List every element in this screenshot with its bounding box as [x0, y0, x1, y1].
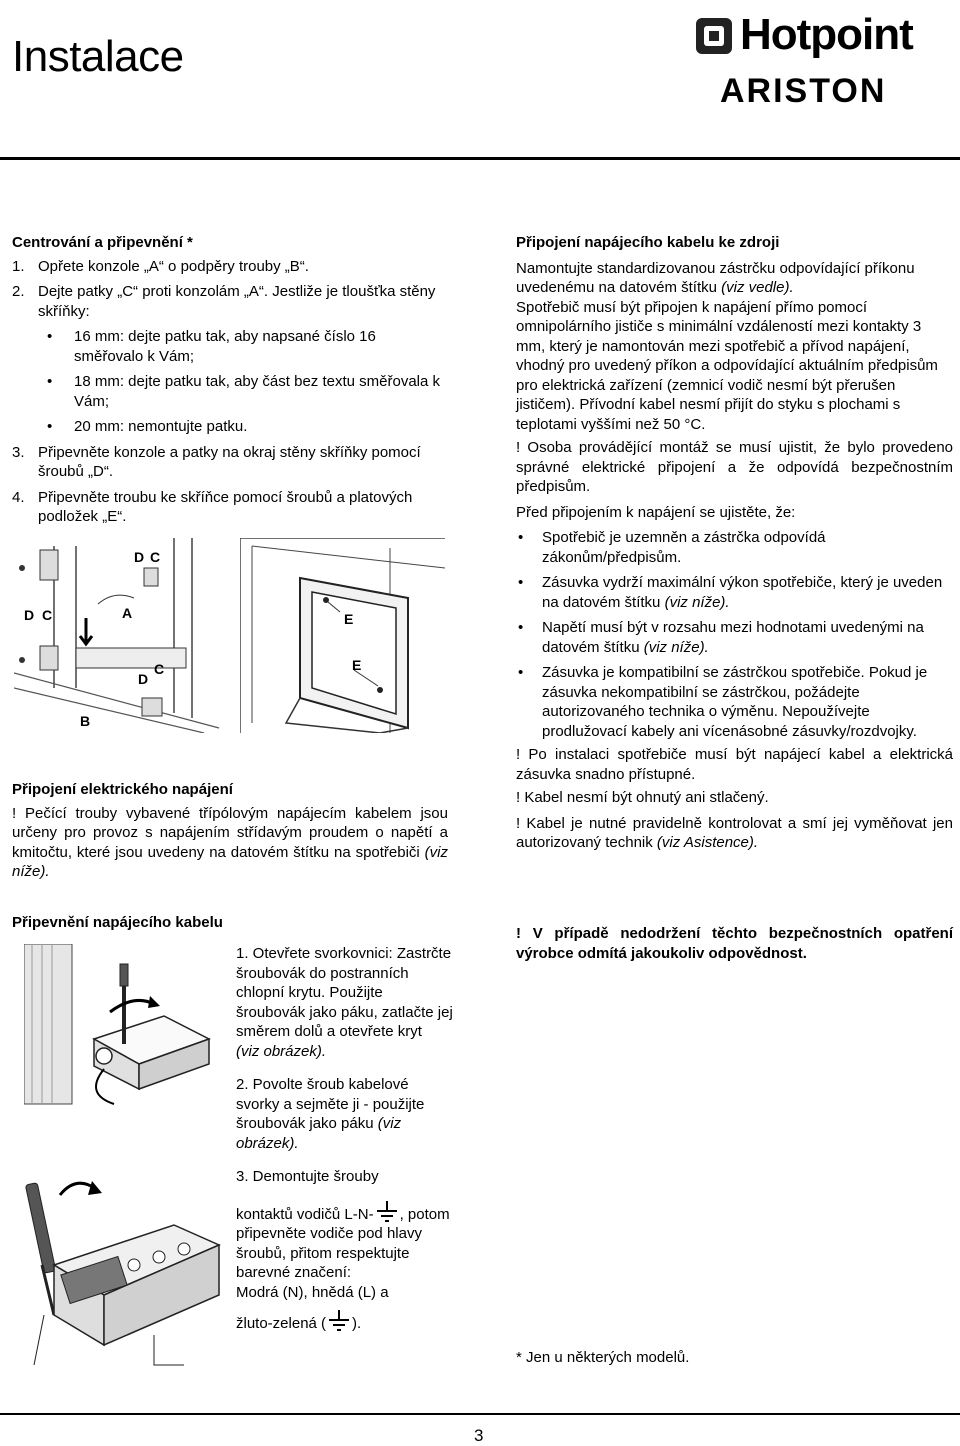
- power-p6: ! Kabel nesmí být ohnutý ani stlačený.: [516, 789, 769, 806]
- power-connection-section: [516, 233, 953, 853]
- terminal-wiring-figure: [24, 1165, 229, 1370]
- terminal-box-open-figure: [24, 944, 214, 1109]
- electrical-text: ! Pečící trouby vybavené třípólovým napájecím kabelem jsou určeny pro provoz s napájením střídavým proudem o napětí a kmitočtu, které jsou uvedeny na datovém štítku na spotřebiči (viz níže).: [12, 804, 448, 880]
- electrical-heading: Připojení elektrického napájení: [12, 781, 233, 798]
- footnote: [516, 1348, 953, 1368]
- warning-text: ! V případě nedodržení těchto bezpečnostních opatření výrobce odmítá jakoukoliv odpovědnost.: [516, 925, 953, 962]
- list-item: • 18 mm: dejte patku tak, aby část bez textu směřovala k Vám;: [47, 373, 441, 410]
- step-text: Opřete konzole „A“ o podpěry trouby „B“.: [38, 257, 309, 275]
- cable-heading: Připevnění napájecího kabelu: [12, 914, 223, 931]
- ground-symbol-icon: [374, 1201, 400, 1223]
- label-e: E: [344, 611, 354, 627]
- brand-logo: [692, 6, 922, 116]
- footnote-text: * Jen u některých modelů.: [516, 1349, 690, 1366]
- step-4: [12, 488, 442, 527]
- label-d: D: [24, 607, 35, 623]
- label-b: B: [80, 713, 91, 729]
- label-c: C: [150, 549, 161, 565]
- cable-step-3-colors: Modrá (N), hnědá (L) a: [236, 1283, 389, 1301]
- cable-step-2: 2. Povolte šroub kabelové svorky a sejměte ji - použijte šroubovák jako páku (viz obrázek).: [236, 1076, 425, 1152]
- list-item: • Zásuvka vydrží maximální výkon spotřebiče, který je uveden na datovém štítku (viz níže).: [518, 574, 943, 611]
- power-p3: ! Osoba provádějící montáž se musí ujistit, že bylo provedeno správné elektrické připojení a že odpovídá bezpečnostním předpisům.: [516, 439, 953, 495]
- label-d: D: [134, 549, 145, 565]
- power-p4: Před připojením k napájení se ujistěte, že:: [516, 503, 796, 521]
- step-number: 1.: [12, 257, 25, 275]
- power-p7: ! Kabel je nutné pravidelně kontrolovat a smí jej vyměňovat jen autorizovaný technik (viz Asistence).: [516, 814, 953, 851]
- step-number: 4.: [12, 488, 25, 506]
- cable-step-1-ref: (viz obrázek).: [236, 1042, 327, 1060]
- list-item: • Zásuvka je kompatibilní se zástrčkou spotřebiče. Pokud je zásuvka nekompatibilní se zástrčkou, požádejte autorizovaného technika o výměnu. Nepoužívejte prodlužovací kabely ani vícenásobné zásuvky/rozdvojky.: [518, 664, 928, 740]
- power-p5: ! Po instalaci spotřebiče musí být napájecí kabel a elektrická zásuvka snadno přístupné.: [516, 746, 953, 783]
- list-item: • 20 mm: nemontujte patku.: [47, 418, 248, 435]
- cable-heading-wrap: [12, 913, 442, 933]
- cable-step-3: 3. Demontujte šrouby: [236, 1168, 379, 1185]
- step-3: [12, 443, 442, 482]
- brand-name: Hotpoint: [740, 10, 913, 59]
- power-p2: Spotřebič musí být připojen k napájení přímo pomocí omnipolárního jističe s minimální vzdáleností mezi kontakty 3 mm, který je namontován mezi spotřebič a přívod napájení, vhodný pro uvedený příkon a odpovídající aktuálním předpisům pro elektrická zařízení (zemnicí vodič nesmí být přerušen jističem). Přívodní kabel nesmí přijít do styku s plochami s teplotami vyššími než 50 °C.: [516, 298, 938, 433]
- list-item: • Napětí musí být v rozsahu mezi hodnotami uvedenými na datovém štítku (viz níže).: [518, 619, 924, 656]
- power-p1: Namontujte standardizovanou zástrčku odpovídající příkonu uvedenému na datovém štítku (viz vedle).: [516, 259, 915, 296]
- list-item: • 16 mm: dejte patku tak, aby napsané číslo 16 směřovalo k Vám;: [47, 328, 376, 365]
- centering-heading: Centrování a připevnění *: [12, 234, 193, 251]
- hotpoint-mark-icon: [694, 16, 734, 56]
- label-a: A: [122, 605, 133, 621]
- ground-symbol-icon: [326, 1310, 352, 1332]
- safety-warning: [516, 924, 953, 963]
- header-divider: [0, 157, 960, 160]
- label-c: C: [154, 661, 165, 677]
- label-c: C: [42, 607, 53, 623]
- cable-steps: [236, 944, 456, 1334]
- step-text: Připevněte troubu ke skříňce pomocí šroubů a platových podložek „E“.: [38, 488, 413, 525]
- footer-divider: [0, 1413, 960, 1415]
- step-text: Dejte patky „C“ proti konzolám „A“. Jestliže je tloušťka stěny skříňky:: [38, 283, 436, 320]
- list-item: • Spotřebič je uzemněn a zástrčka odpovídá zákonům/předpisům.: [518, 529, 826, 566]
- brand-subname: ARISTON: [720, 72, 887, 110]
- label-d: D: [138, 671, 149, 687]
- bracket-installation-figure: [14, 538, 224, 733]
- step-text: Připevněte konzole a patky na okraj stěny skříňky pomocí šroubů „D“.: [38, 443, 421, 480]
- bullet-text: 18 mm: dejte patku tak, aby část bez textu směřovala k Vám;: [74, 373, 441, 410]
- step-1: [12, 257, 442, 277]
- page-number: 3: [474, 1426, 484, 1445]
- bullet-text: 20 mm: nemontujte patku.: [74, 418, 248, 435]
- cable-step-3-wires: kontaktů vodičů L-N- , potom připevněte vodiče pod hlavy šroubů, přitom respektujte barevné značení:: [236, 1201, 456, 1283]
- electrical-section: [12, 780, 448, 882]
- centering-section: [12, 233, 442, 527]
- cable-step-3-ground: žluto-zelená ( ).: [236, 1310, 456, 1334]
- bullet-text: 16 mm: dejte patku tak, aby napsané číslo 16 směřovalo k Vám;: [74, 328, 376, 365]
- power-heading: Připojení napájecího kabelu ke zdroji: [516, 234, 780, 251]
- page-title: Instalace: [12, 32, 184, 81]
- label-e: E: [352, 657, 362, 673]
- step-number: 3.: [12, 443, 25, 461]
- step-number: 2.: [12, 283, 25, 300]
- step-2: [12, 282, 442, 321]
- cable-step-1: 1. Otevřete svorkovnici: Zastrčte šroubovák do postranních chlopní krytu. Použijte šroubovák jako páku, zatlačte jej směrem dolů a otevřete kryt: [236, 945, 453, 1040]
- oven-fixing-figure: [240, 538, 445, 733]
